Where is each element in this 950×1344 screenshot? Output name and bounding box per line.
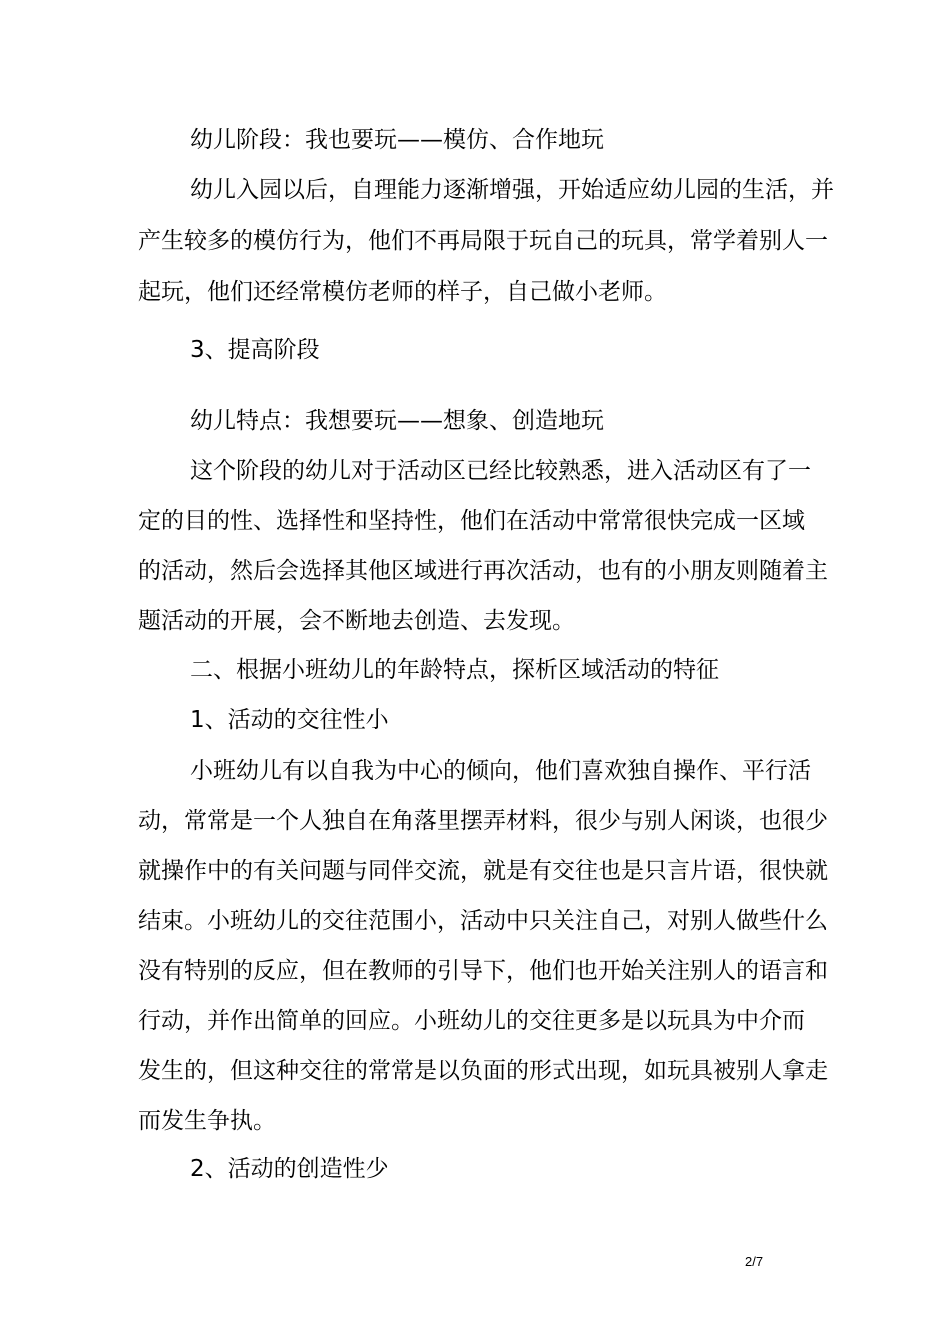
- paragraph-line: 产生较多的模仿行为，他们不再局限于玩自己的玩具，常学着别人一: [138, 228, 828, 254]
- paragraph-line: 题活动的开展，会不断地去创造、去发现。: [138, 608, 575, 634]
- paragraph-line: 的活动，然后会选择其他区域进行再次活动，也有的小朋友则随着主: [138, 558, 828, 584]
- paragraph-line: 小班幼儿有以自我为中心的倾向，他们喜欢独自操作、平行活: [190, 758, 811, 784]
- paragraph-line: 起玩，他们还经常模仿老师的样子，自己做小老师。: [138, 279, 667, 305]
- subsection-heading: 2、活动的创造性少: [190, 1156, 389, 1182]
- paragraph-line: 定的目的性、选择性和坚持性，他们在活动中常常很快完成一区域: [138, 508, 805, 534]
- page-number: 2/7: [745, 1254, 764, 1269]
- paragraph-line: 发生的，但这种交往的常常是以负面的形式出现，如玩具被别人拿走: [138, 1058, 828, 1084]
- paragraph-line: 而发生争执。: [138, 1108, 276, 1134]
- paragraph-line: 结束。小班幼儿的交往范围小，活动中只关注自己，对别人做些什么: [138, 908, 828, 934]
- paragraph-heading: 幼儿特点：我想要玩——想象、创造地玩: [190, 408, 604, 434]
- section-heading: 3、提高阶段: [190, 337, 320, 363]
- paragraph-line: 幼儿入园以后，自理能力逐渐增强，开始适应幼儿园的生活，并: [190, 177, 834, 203]
- paragraph-line: 就操作中的有关问题与同伴交流，就是有交往也是只言片语，很快就: [138, 858, 828, 884]
- paragraph-heading: 幼儿阶段：我也要玩——模仿、合作地玩: [190, 127, 604, 153]
- paragraph-line: 没有特别的反应，但在教师的引导下，他们也开始关注别人的语言和: [138, 958, 828, 984]
- paragraph-line: 这个阶段的幼儿对于活动区已经比较熟悉，进入活动区有了一: [190, 458, 811, 484]
- section-heading: 二、根据小班幼儿的年龄特点，探析区域活动的特征: [190, 657, 719, 683]
- subsection-heading: 1、活动的交往性小: [190, 707, 389, 733]
- paragraph-line: 动，常常是一个人独自在角落里摆弄材料，很少与别人闲谈，也很少: [138, 808, 828, 834]
- paragraph-line: 行动，并作出简单的回应。小班幼儿的交往更多是以玩具为中介而: [138, 1008, 805, 1034]
